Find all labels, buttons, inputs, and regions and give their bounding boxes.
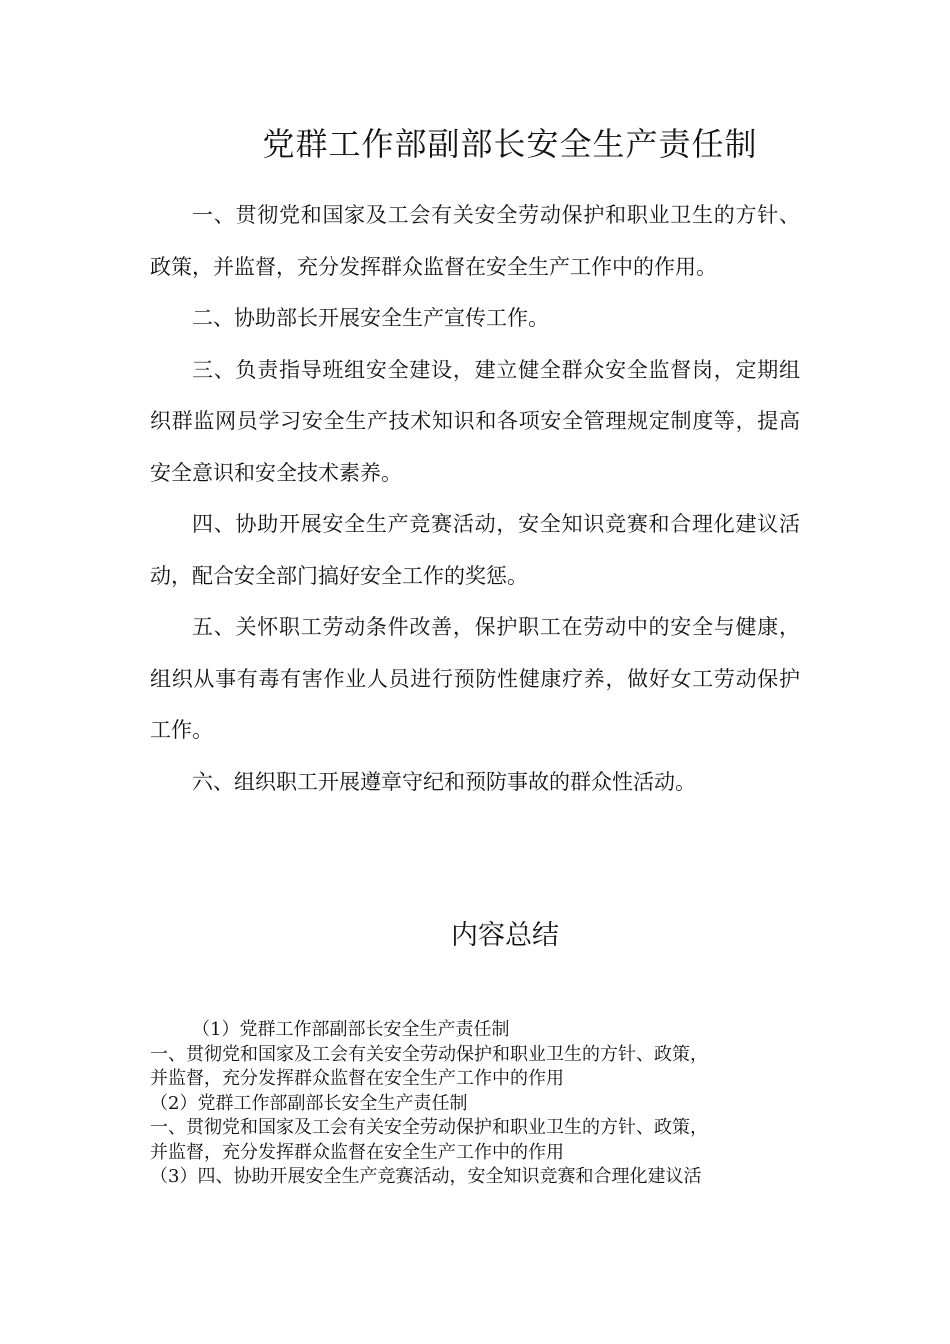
document-title: 党群工作部副部长安全生产责任制 (262, 125, 758, 163)
summary-line: （1）党群工作部副部长安全生产责任制 (192, 1019, 510, 1040)
paragraph-2: 二、协助部长开展安全生产宣传工作。 (192, 306, 549, 330)
summary-section (150, 1018, 810, 1190)
summary-line: 并监督，充分发挥群众监督在安全生产工作中的作用 (150, 1141, 564, 1163)
summary-line: （2）党群工作部副部长安全生产责任制 (150, 1092, 468, 1114)
summary-line: 一、贯彻党和国家及工会有关安全劳动保护和职业卫生的方针、政策， (150, 1117, 708, 1138)
document-body (150, 190, 800, 808)
paragraph-4: 四、协助开展安全生产竞赛活动，安全知识竞赛和合理化建议活动，配合安全部门搞好安全工作的奖惩。 (150, 512, 800, 588)
paragraph-5: 五、关怀职工劳动条件改善，保护职工在劳动中的安全与健康，组织从事有毒有害作业人员进行预防性健康疗养，做好女工劳动保护工作。 (150, 615, 800, 742)
paragraph-1: 一、贯彻党和国家及工会有关安全劳动保护和职业卫生的方针、政策，并监督，充分发挥群众监督在安全生产工作中的作用。 (150, 203, 800, 279)
summary-line: （3）四、协助开展安全生产竞赛活动，安全知识竞赛和合理化建议活 (150, 1166, 702, 1187)
paragraph-6: 六、组织职工开展遵章守纪和预防事故的群众性活动。 (192, 769, 696, 794)
summary-line: 并监督，充分发挥群众监督在安全生产工作中的作用 (150, 1068, 564, 1089)
summary-line: 一、贯彻党和国家及工会有关安全劳动保护和职业卫生的方针、政策， (150, 1043, 708, 1065)
summary-title: 内容总结 (451, 920, 559, 951)
paragraph-3: 三、负责指导班组安全建设，建立健全群众安全监督岗，定期组织群监网员学习安全生产技术知识和各项安全管理规定制度等，提高安全意识和安全技术素养。 (150, 357, 800, 485)
